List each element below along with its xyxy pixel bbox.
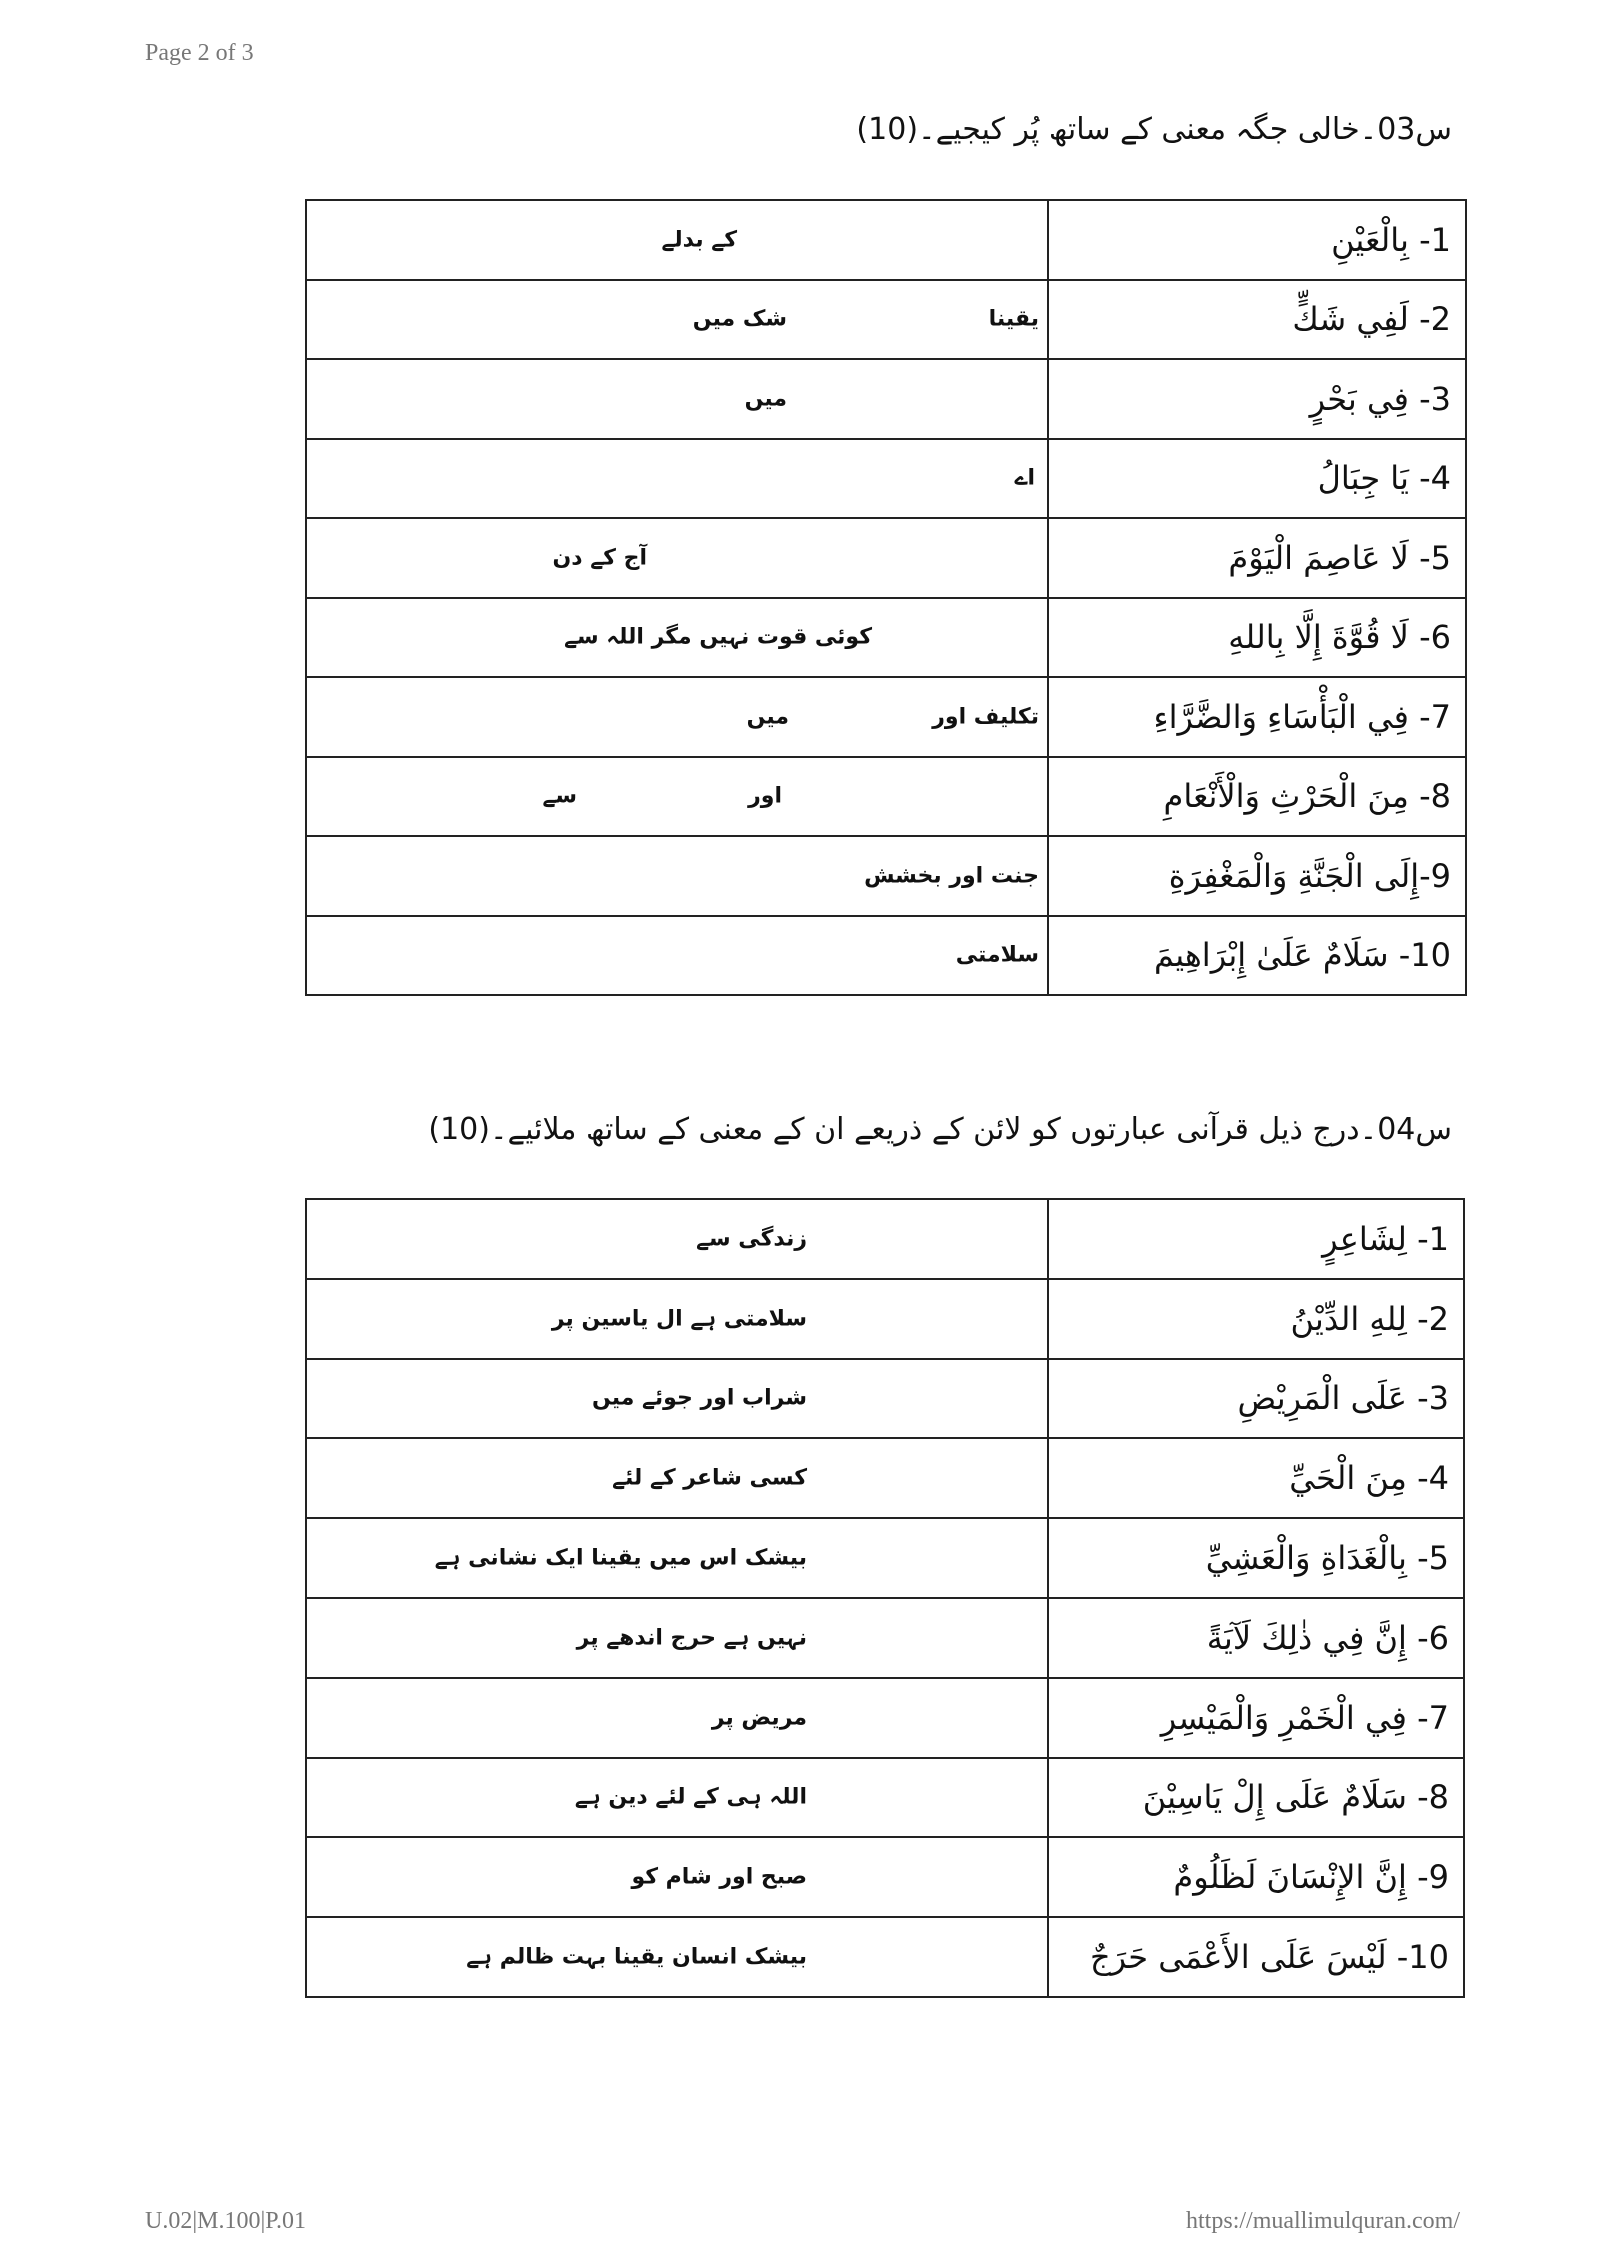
meaning-cell <box>306 518 1048 598</box>
arabic-term[interactable]: 3- عَلَى الْمَرِيْضِ <box>1048 1359 1464 1439</box>
meaning-text: اے <box>1014 465 1035 491</box>
footer-code: U.02|M.100|P.01 <box>145 2208 306 2234</box>
question-4-heading: س04۔درج ذیل قرآنی عبارتوں کو لائن کے ذریعے ان کے معنی کے ساتھ ملائیے۔(10) <box>428 1112 1452 1147</box>
meaning-cell <box>306 598 1048 678</box>
arabic-term: 2- لَفِي شَكٍّ <box>1048 280 1466 360</box>
meaning-text: آج کے دن <box>552 545 647 571</box>
meaning-cell <box>306 836 1048 916</box>
meaning-cell <box>306 1678 1048 1758</box>
arabic-term: 3- فِي بَحْرٍ <box>1048 359 1466 439</box>
meaning-cell <box>306 280 1048 360</box>
table-row <box>306 280 1466 360</box>
meaning-text: کے بدلے <box>661 227 737 253</box>
table-row <box>306 1917 1464 1997</box>
arabic-term[interactable]: 1- لِشَاعِرٍ <box>1048 1199 1464 1279</box>
meaning-text[interactable]: مریض پر <box>711 1705 807 1731</box>
arabic-term: 1- بِالْعَيْنِ <box>1048 200 1466 280</box>
table-row <box>306 1678 1464 1758</box>
table-row <box>306 1758 1464 1838</box>
meaning-cell <box>306 1199 1048 1279</box>
table-row <box>306 1199 1464 1279</box>
table-row <box>306 1438 1464 1518</box>
meaning-text[interactable]: شراب اور جوئے میں <box>591 1385 807 1411</box>
meaning-text: تکلیف اور <box>932 704 1039 730</box>
table-row <box>306 598 1466 678</box>
meaning-cell <box>306 1758 1048 1838</box>
arabic-term[interactable]: 2- لِلهِ الدِّيْنُ <box>1048 1279 1464 1359</box>
arabic-term: 10- سَلَامٌ عَلَىٰ إِبْرَاهِيمَ <box>1048 916 1466 996</box>
table-row <box>306 916 1466 996</box>
meaning-text: یقینا <box>988 306 1039 332</box>
meaning-text[interactable]: زندگی سے <box>696 1226 807 1252</box>
meaning-text[interactable]: نہیں ہے حرج اندھے پر <box>576 1625 807 1651</box>
arabic-term[interactable]: 4- مِنَ الْحَيِّ <box>1048 1438 1464 1518</box>
meaning-cell <box>306 1598 1048 1678</box>
table-row <box>306 518 1466 598</box>
meaning-text: شک میں <box>692 306 787 332</box>
meaning-text: کوئی قوت نہیں مگر اللہ سے <box>564 624 872 650</box>
question-3-heading: س03۔خالی جگہ معنی کے ساتھ پُر کیجیے۔(10) <box>856 112 1452 147</box>
arabic-term[interactable]: 9- إِنَّ الإِنْسَانَ لَظَلُومٌ <box>1048 1837 1464 1917</box>
table-row <box>306 757 1466 837</box>
table-row <box>306 200 1466 280</box>
meaning-text[interactable]: سلامتی ہے ال یاسین پر <box>551 1306 807 1332</box>
meaning-text: اور <box>748 783 782 809</box>
table-row <box>306 359 1466 439</box>
arabic-term: 9-إِلَى الْجَنَّةِ وَالْمَغْفِرَةِ <box>1048 836 1466 916</box>
meaning-cell <box>306 439 1048 519</box>
meaning-cell <box>306 757 1048 837</box>
meaning-text: جنت اور بخشش <box>864 863 1039 889</box>
meaning-cell <box>306 200 1048 280</box>
meaning-text[interactable]: صبح اور شام کو <box>631 1864 807 1890</box>
arabic-term[interactable]: 10- لَيْسَ عَلَى الأَعْمَى حَرَجٌ <box>1048 1917 1464 1997</box>
table-row <box>306 1518 1464 1598</box>
table-row <box>306 836 1466 916</box>
table-row <box>306 439 1466 519</box>
arabic-term[interactable]: 6- إِنَّ فِي ذٰلِكَ لَآيَةً <box>1048 1598 1464 1678</box>
arabic-term: 4- يَا جِبَالُ <box>1048 439 1466 519</box>
meaning-cell <box>306 1279 1048 1359</box>
table-row <box>306 1837 1464 1917</box>
arabic-term: 6- لَا قُوَّةَ إِلَّا بِاللهِ <box>1048 598 1466 678</box>
meaning-text: سلامتی <box>955 942 1039 968</box>
meaning-text[interactable]: کسی شاعر کے لئے <box>612 1465 807 1491</box>
meaning-cell <box>306 1518 1048 1598</box>
arabic-term[interactable]: 5- بِالْغَدَاةِ وَالْعَشِيِّ <box>1048 1518 1464 1598</box>
meaning-cell <box>306 677 1048 757</box>
meaning-cell <box>306 1359 1048 1439</box>
page-number-label: Page 2 of 3 <box>145 40 254 66</box>
meaning-cell <box>306 1837 1048 1917</box>
table-row <box>306 1279 1464 1359</box>
table-row <box>306 1598 1464 1678</box>
arabic-term: 8- مِنَ الْحَرْثِ وَالْأَنْعَامِ <box>1048 757 1466 837</box>
table-row <box>306 677 1466 757</box>
question-4-table <box>305 1198 1465 1998</box>
arabic-term: 7- فِي الْبَأْسَاءِ وَالضَّرَّاءِ <box>1048 677 1466 757</box>
meaning-cell <box>306 1917 1048 1997</box>
meaning-text: میں <box>746 704 789 730</box>
meaning-text[interactable]: اللہ ہی کے لئے دین ہے <box>574 1784 807 1810</box>
table-row <box>306 1359 1464 1439</box>
question-3-table <box>305 199 1467 996</box>
arabic-term: 5- لَا عَاصِمَ الْيَوْمَ <box>1048 518 1466 598</box>
arabic-term[interactable]: 7- فِي الْخَمْرِ وَالْمَيْسِرِ <box>1048 1678 1464 1758</box>
footer-url[interactable]: https://muallimulquran.com/ <box>1186 2208 1460 2234</box>
meaning-text: سے <box>542 783 577 809</box>
arabic-term[interactable]: 8- سَلَامٌ عَلَى إِلْ يَاسِيْنَ <box>1048 1758 1464 1838</box>
meaning-cell <box>306 916 1048 996</box>
meaning-cell <box>306 359 1048 439</box>
meaning-text: میں <box>744 386 787 412</box>
meaning-text[interactable]: بیشک انسان یقینا بہت ظالم ہے <box>466 1944 807 1970</box>
meaning-text[interactable]: بیشک اس میں یقینا ایک نشانی ہے <box>434 1545 807 1571</box>
meaning-cell <box>306 1438 1048 1518</box>
